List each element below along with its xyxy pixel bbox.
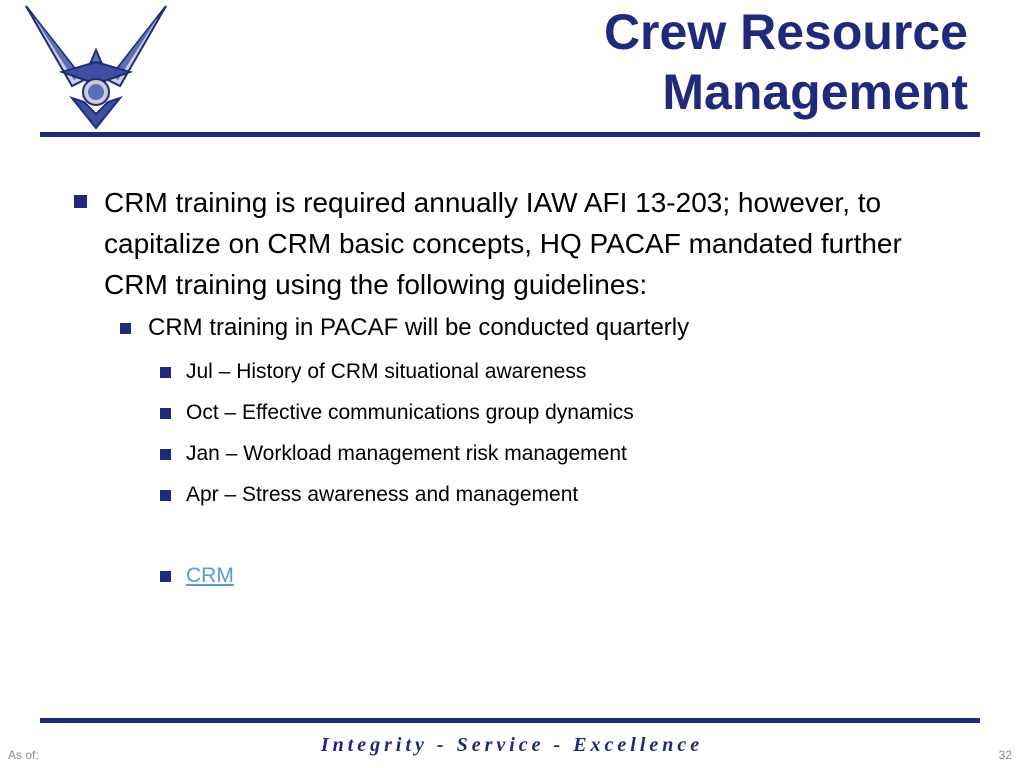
title-divider: [40, 132, 980, 137]
title-line-2: Management: [662, 64, 968, 120]
slide-title: [604, 2, 968, 122]
bullet-text: Oct – Effective communications group dynamics: [186, 401, 634, 424]
title-line-1: Crew Resource: [603, 4, 968, 60]
bullet-level-1: [64, 182, 964, 305]
square-bullet-icon: [120, 323, 131, 334]
square-bullet-icon: [160, 408, 171, 419]
crm-link[interactable]: CRM: [186, 564, 234, 587]
bullet-text: Jan – Workload management risk management: [186, 442, 627, 465]
footer-motto: Integrity - Service - Excellence: [320, 734, 704, 756]
bullet-level-3: [64, 480, 964, 510]
square-bullet-icon: [74, 195, 87, 208]
slide-body: [64, 182, 964, 591]
bullet-level-3: [64, 357, 964, 387]
bullet-level-2: [64, 310, 964, 346]
bullet-level-3: [64, 398, 964, 428]
us-air-force-wings-icon: [22, 2, 170, 130]
as-of-label: As of:: [8, 748, 39, 762]
bullet-text: Jul – History of CRM situational awareness: [186, 360, 587, 383]
bullet-text: CRM training in PACAF will be conducted quarterly: [148, 314, 690, 341]
bullet-text: CRM training is required annually IAW AFI 13-203; however, to capitalize on CRM basic concepts, HQ PACAF mandated further CRM training using the following guidelines:: [104, 187, 902, 300]
square-bullet-icon: [160, 367, 171, 378]
page-number: 32: [998, 748, 1012, 762]
bullet-text: Apr – Stress awareness and management: [186, 483, 579, 506]
square-bullet-icon: [160, 490, 171, 501]
footer-divider: [40, 718, 980, 723]
bullet-level-3: [64, 439, 964, 469]
square-bullet-icon: [160, 571, 171, 582]
square-bullet-icon: [160, 449, 171, 460]
bullet-level-3: [64, 561, 964, 591]
